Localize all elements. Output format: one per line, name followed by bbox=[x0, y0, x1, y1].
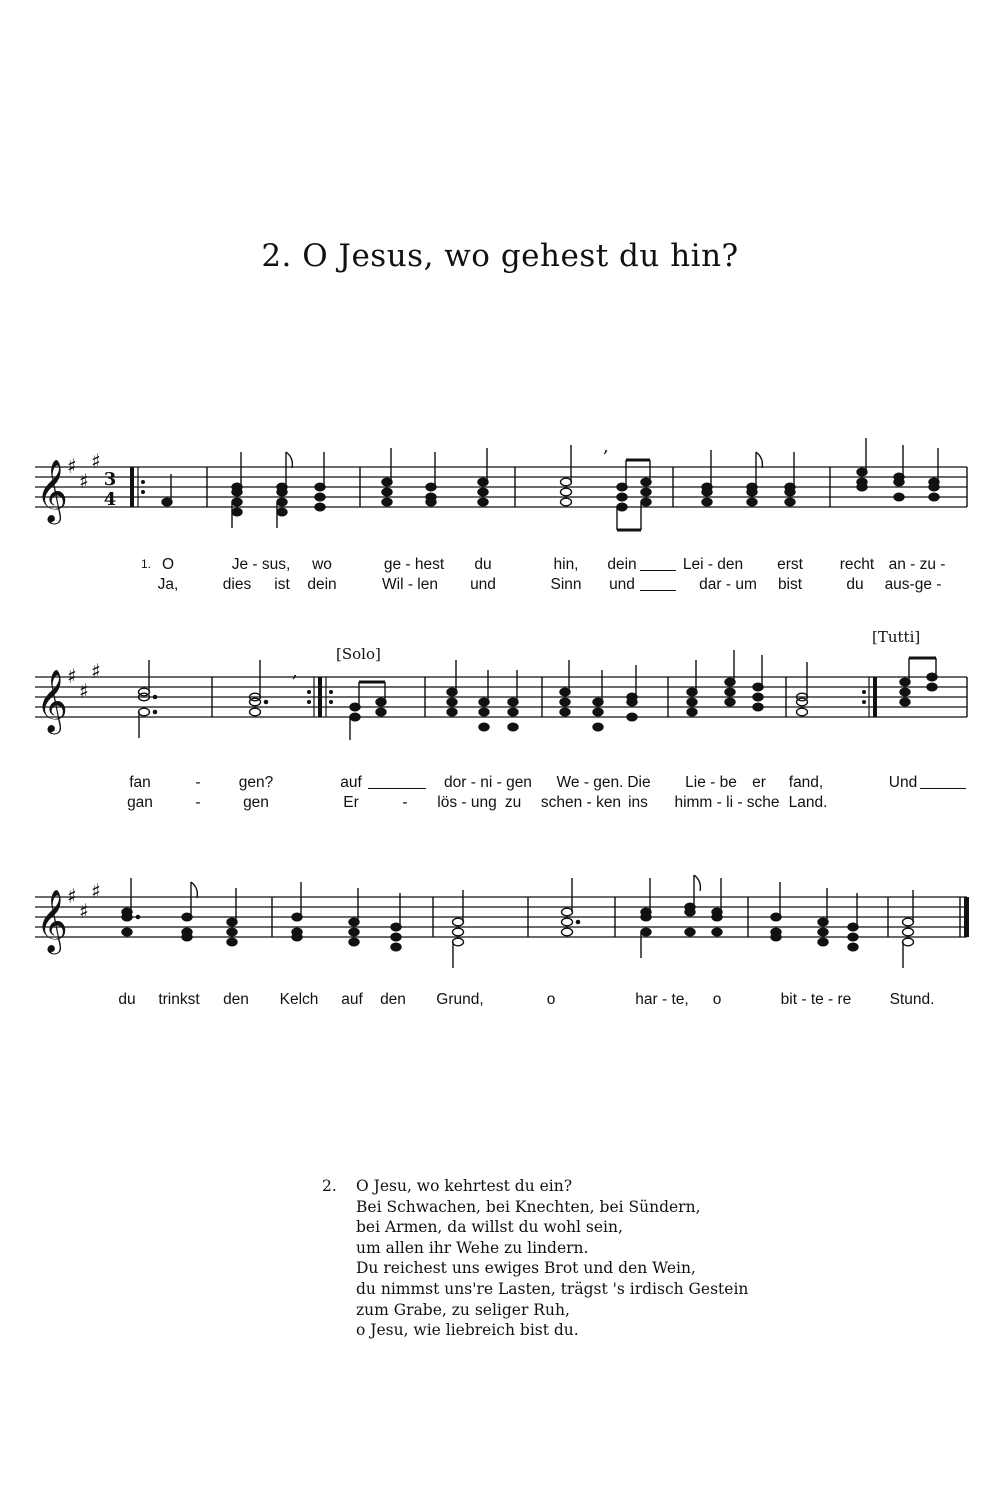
lyric-syllable: har - te, bbox=[635, 991, 689, 1008]
lyric-syllable: auf bbox=[340, 774, 362, 791]
repeat-end-barline bbox=[873, 677, 877, 717]
lyric-syllable: gen bbox=[243, 794, 269, 811]
lyric-syllable: - bbox=[402, 794, 408, 811]
svg-text:♯: ♯ bbox=[79, 899, 89, 923]
repeat-barline bbox=[318, 677, 322, 717]
lyric-syllable: Je - sus, bbox=[231, 556, 291, 573]
lyric-syllable: den bbox=[223, 991, 249, 1008]
lyric-extender bbox=[368, 788, 426, 789]
lyric-syllable: ins bbox=[628, 794, 648, 811]
verse-line: um allen ihr Wehe zu lindern. bbox=[356, 1238, 589, 1257]
treble-clef-icon: 𝄞 bbox=[36, 669, 68, 732]
lyric-syllable: du bbox=[118, 991, 136, 1008]
verse-line: Bei Schwachen, bei Knechten, bei Sündern, bbox=[356, 1197, 701, 1216]
notes-system-1 bbox=[162, 438, 939, 530]
svg-text:♯: ♯ bbox=[79, 679, 89, 703]
lyric-syllable: dein bbox=[607, 556, 637, 573]
svg-text:,: , bbox=[292, 661, 298, 682]
lyric-syllable: und bbox=[470, 576, 496, 593]
lyric-syllable: bist bbox=[777, 576, 803, 593]
lyric-syllable: zu bbox=[504, 794, 522, 811]
lyric-syllable: dor - ni - gen bbox=[444, 774, 532, 791]
lyric-syllable: dein bbox=[307, 576, 337, 593]
treble-clef-icon: 𝄞 bbox=[36, 889, 68, 952]
lyric-syllable: - bbox=[195, 794, 201, 811]
music-system-3 bbox=[0, 860, 1000, 990]
lyric-syllable: wo bbox=[312, 556, 332, 573]
verse-line: Du reichest uns ewiges Brot und den Wein, bbox=[356, 1259, 696, 1278]
key-signature-icon bbox=[67, 449, 101, 493]
lyric-syllable: er bbox=[752, 774, 766, 791]
lyric-syllable: o bbox=[712, 991, 722, 1008]
svg-text:♯: ♯ bbox=[79, 469, 89, 493]
tutti-marking: [Tutti] bbox=[872, 628, 921, 646]
lyric-syllable: Land. bbox=[788, 794, 828, 811]
verse-line: zum Grabe, zu seliger Ruh, bbox=[356, 1300, 570, 1319]
lyric-syllable: gen? bbox=[238, 774, 274, 791]
lyric-syllable: aus-ge - bbox=[884, 576, 942, 593]
lyric-syllable: dies bbox=[222, 576, 252, 593]
song-title: 2. O Jesus, wo gehest du hin? bbox=[261, 238, 739, 274]
lyric-syllable: an - zu - bbox=[888, 556, 946, 573]
lyric-syllable: bit - te - re bbox=[780, 991, 852, 1008]
verse-2-number: 2. bbox=[322, 1177, 337, 1195]
lyric-syllable: schen - ken bbox=[540, 794, 622, 811]
lyric-syllable: Lie - be bbox=[685, 774, 737, 791]
staff-system-1 bbox=[0, 430, 1000, 560]
verse-2-lines bbox=[356, 1176, 748, 1341]
lyric-syllable: fand, bbox=[788, 774, 824, 791]
svg-text:♯: ♯ bbox=[67, 884, 77, 908]
staff-system-3 bbox=[0, 860, 1000, 990]
lyric-syllable: Sinn bbox=[550, 576, 582, 593]
lyric-syllable: Wil - len bbox=[382, 576, 438, 593]
svg-text:♯: ♯ bbox=[91, 449, 101, 473]
notes-system-3 bbox=[122, 875, 914, 968]
time-signature-top: 3 bbox=[103, 469, 117, 490]
verse-line: bei Armen, da willst du wohl sein, bbox=[356, 1218, 623, 1237]
lyric-syllable: erst bbox=[777, 556, 803, 573]
verse-number: 1. bbox=[140, 557, 152, 571]
svg-text:,: , bbox=[603, 436, 609, 457]
lyric-syllable: hin, bbox=[553, 556, 579, 573]
lyric-syllable: ge - hest bbox=[383, 556, 445, 573]
lyric-syllable: Lei - den bbox=[682, 556, 744, 573]
lyric-syllable: Stund. bbox=[889, 991, 935, 1008]
lyric-syllable: fan bbox=[129, 774, 151, 791]
svg-text:♯: ♯ bbox=[91, 879, 101, 903]
lyric-syllable: dar - um bbox=[699, 576, 757, 593]
time-signature-bottom: 4 bbox=[103, 489, 117, 510]
lyric-syllable: Er bbox=[343, 794, 359, 811]
music-system-2 bbox=[0, 640, 1000, 770]
verse-line: o Jesu, wie liebreich bist du. bbox=[356, 1321, 579, 1340]
solo-marking: [Solo] bbox=[336, 645, 381, 663]
lyric-syllable: recht bbox=[839, 556, 875, 573]
svg-text:♯: ♯ bbox=[67, 664, 77, 688]
lyric-syllable: Und bbox=[888, 774, 918, 791]
lyric-syllable: Die bbox=[627, 774, 651, 791]
lyric-syllable: lös - ung bbox=[437, 794, 497, 811]
lyric-syllable: o bbox=[546, 991, 556, 1008]
lyric-extender bbox=[640, 570, 676, 571]
lyric-syllable: auf bbox=[341, 991, 363, 1008]
final-barline bbox=[964, 897, 969, 937]
staff-system-2 bbox=[0, 640, 1000, 770]
music-system-1 bbox=[0, 430, 1000, 560]
lyric-syllable: und bbox=[609, 576, 635, 593]
lyric-syllable: den bbox=[380, 991, 406, 1008]
lyric-syllable: trinkst bbox=[158, 991, 200, 1008]
lyric-syllable: ist bbox=[274, 576, 290, 593]
lyric-extender bbox=[640, 590, 676, 591]
lyric-syllable: du bbox=[474, 556, 492, 573]
lyric-syllable: himm - li - sche bbox=[674, 794, 780, 811]
lyric-syllable: O bbox=[161, 556, 175, 573]
lyric-syllable: Ja, bbox=[157, 576, 179, 593]
verse-2 bbox=[322, 1176, 748, 1341]
verse-line: O Jesu, wo kehrtest du ein? bbox=[356, 1177, 573, 1195]
verse-line: du nimmst uns're Lasten, trägst 's irdisch Gestein bbox=[356, 1279, 749, 1298]
lyric-syllable: du bbox=[846, 576, 864, 593]
svg-text:♯: ♯ bbox=[91, 659, 101, 683]
repeat-start-barline bbox=[130, 467, 134, 507]
lyric-syllable: - bbox=[195, 774, 201, 791]
lyric-syllable: gan bbox=[127, 794, 153, 811]
svg-text:♯: ♯ bbox=[67, 454, 77, 478]
notes-system-2 bbox=[139, 650, 938, 740]
treble-clef-icon: 𝄞 bbox=[36, 459, 68, 522]
lyric-extender bbox=[920, 788, 966, 789]
lyric-syllable: Grund, bbox=[436, 991, 484, 1008]
lyric-syllable: Kelch bbox=[279, 991, 319, 1008]
lyric-syllable: We - gen. bbox=[556, 774, 624, 791]
